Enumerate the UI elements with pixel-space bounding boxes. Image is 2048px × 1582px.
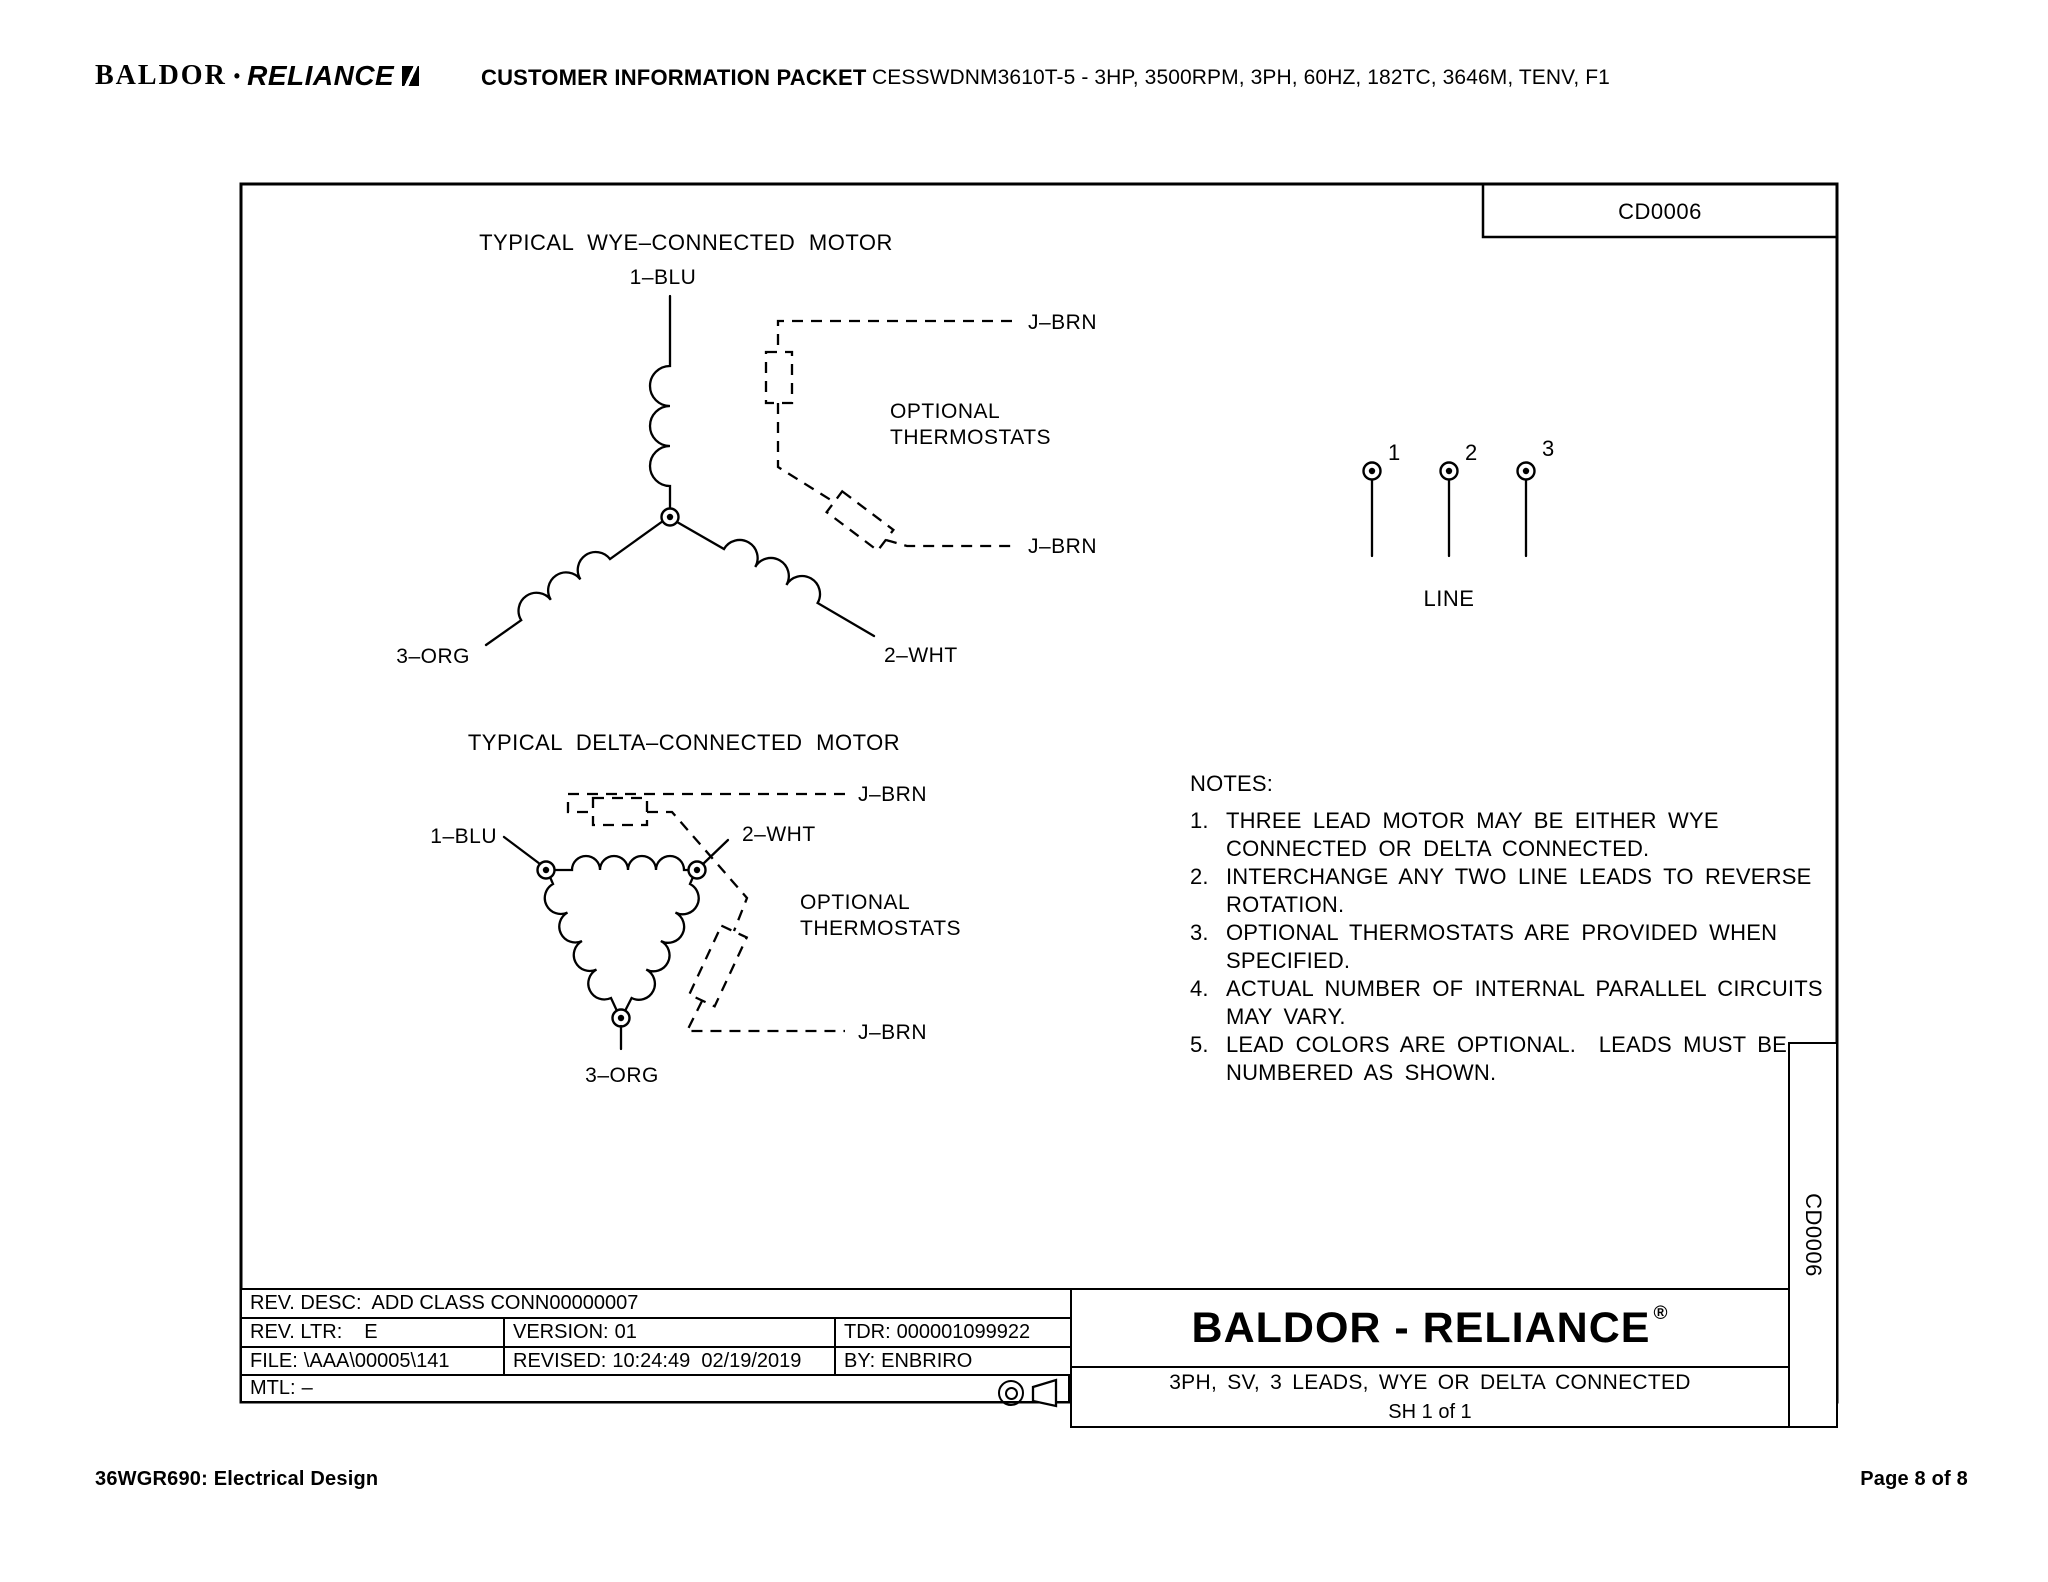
logo-baldor-text: BALDOR — [95, 60, 227, 91]
wye-thermostat-wire-top — [778, 321, 1012, 352]
delta-optional-thermostats-label-line2: THERMOSTATS — [800, 917, 962, 940]
delta-lead3-label: 3–ORG — [585, 1064, 659, 1087]
delta-thermostat-wire-bottom — [687, 1001, 845, 1031]
wye-optional-thermostats-label-line1: OPTIONAL — [890, 400, 1001, 423]
third-angle-projection-icon — [1031, 1378, 1058, 1408]
version-label: VERSION: — [513, 1321, 609, 1343]
line-terminals-group — [1364, 436, 1555, 611]
concentric-circles-icon — [998, 1380, 1024, 1406]
wye-thermostat-wire-mid — [778, 403, 834, 502]
delta-thermostat-2 — [689, 926, 746, 1007]
delta-lead-1 — [504, 837, 540, 864]
company-name: BALDOR - RELIANCE ® — [1072, 1290, 1788, 1368]
delta-diagram — [430, 730, 961, 1087]
logo-reliance-text: RELIANCE — [247, 60, 395, 91]
wye-winding-top — [650, 296, 670, 509]
footer-page-number: Page 8 of 8 — [1860, 1468, 1968, 1490]
code-side-text: CD0006 — [1801, 1193, 1826, 1277]
code-box-top — [1483, 184, 1837, 237]
mtl-row — [242, 1374, 1070, 1401]
file-value: \AAA\00005\141 — [303, 1349, 450, 1372]
model-spec-line: CESSWDNM3610T-5 - 3HP, 3500RPM, 3PH, 60HZ, 182TC, 3646M, TENV, F1 — [872, 66, 1610, 89]
wye-lead2-label: 2–WHT — [884, 644, 958, 667]
delta-winding-top — [554, 856, 689, 870]
title-block-revision-table — [240, 1288, 1072, 1403]
rev-desc-value: ADD CLASS CONN00000007 — [371, 1292, 639, 1314]
mtl-value: – — [301, 1377, 313, 1399]
wye-thermostat-2 — [827, 491, 894, 550]
delta-optional-thermostats-label-line1: OPTIONAL — [800, 891, 911, 914]
wye-jbrn-top-label: J–BRN — [1028, 311, 1098, 334]
wye-diagram — [396, 230, 1097, 668]
delta-winding-left — [545, 877, 617, 1011]
drawing-subtitle: 3PH, SV, 3 LEADS, WYE OR DELTA CONNECTED — [1169, 1370, 1691, 1394]
delta-jbrn-bottom-label: J–BRN — [858, 1021, 928, 1044]
delta-lead2-label: 2–WHT — [742, 823, 816, 846]
footer-doc-title: 36WGR690: Electrical Design — [95, 1468, 379, 1490]
delta-jbrn-top-label: J–BRN — [858, 783, 928, 806]
tdr-value: 000001099922 — [896, 1321, 1031, 1343]
delta-thermostat-wire-top — [568, 794, 845, 812]
rev-ltr-value: E — [364, 1321, 378, 1343]
note-item-1: 1. THREE LEAD MOTOR MAY BE EITHER WYE CONNECTED OR DELTA CONNECTED. — [1190, 808, 1719, 861]
sheet-number: SH 1 of 1 — [1388, 1400, 1472, 1423]
packet-title: CUSTOMER INFORMATION PACKET — [481, 65, 867, 90]
delta-lead1-label: 1–BLU — [430, 825, 497, 848]
tdr-label: TDR: — [844, 1321, 891, 1343]
note-item-2: 2. INTERCHANGE ANY TWO LINE LEADS TO REVERSE ROTATION. — [1190, 864, 1812, 917]
file-row — [242, 1346, 1070, 1374]
note-item-4: 4. ACTUAL NUMBER OF INTERNAL PARALLEL CIRCUITS MAY VARY. — [1190, 976, 1823, 1029]
wye-optional-thermostats-label-line2: THERMOSTATS — [890, 426, 1052, 449]
title-block-company — [1070, 1288, 1790, 1428]
code-strip-side — [1788, 1042, 1838, 1428]
version-value: 01 — [614, 1321, 637, 1343]
wye-thermostat-1 — [766, 352, 792, 403]
wye-jbrn-bottom-label: J–BRN — [1028, 535, 1098, 558]
rev-desc-label: REV. DESC: — [250, 1292, 362, 1314]
line-terminal-2-label: 2 — [1465, 440, 1478, 465]
line-terminal-3-label: 3 — [1542, 436, 1555, 461]
wye-lead1-label: 1–BLU — [629, 266, 697, 289]
revised-value: 10:24:49 02/19/2019 — [612, 1349, 802, 1372]
notes-heading: NOTES: — [1190, 771, 1274, 796]
line-terminal-1-label: 1 — [1388, 440, 1401, 465]
wye-thermostat-wire-bottom — [886, 540, 1012, 546]
mtl-label: MTL: — [250, 1377, 296, 1399]
code-top-text: CD0006 — [1618, 199, 1702, 224]
rev-ltr-row — [242, 1317, 1070, 1346]
wye-winding-right — [677, 522, 874, 636]
file-label: FILE: — [250, 1349, 298, 1372]
wye-lead3-label: 3–ORG — [396, 645, 470, 668]
wye-title: TYPICAL WYE–CONNECTED MOTOR — [479, 230, 893, 255]
note-item-3: 3. OPTIONAL THERMOSTATS ARE PROVIDED WHEN SPECIFIED. — [1190, 920, 1778, 973]
by-label: BY: — [844, 1349, 876, 1372]
delta-winding-right — [625, 877, 699, 1011]
rev-desc-row — [242, 1290, 1070, 1317]
note-item-5: 5. LEAD COLORS ARE OPTIONAL. LEADS MUST BE NUMBERED AS SHOWN. — [1190, 1032, 1787, 1085]
delta-thermostat-1 — [593, 798, 647, 825]
rev-ltr-label: REV. LTR: — [250, 1321, 343, 1343]
logo-dot-icon: • — [233, 65, 241, 86]
by-value: ENBRIRO — [881, 1349, 973, 1372]
delta-title: TYPICAL DELTA–CONNECTED MOTOR — [467, 730, 901, 755]
revised-label: REVISED: — [513, 1349, 607, 1372]
notes-section — [1190, 770, 1823, 1087]
line-caption: LINE — [1423, 586, 1475, 611]
wye-winding-left — [486, 521, 663, 645]
